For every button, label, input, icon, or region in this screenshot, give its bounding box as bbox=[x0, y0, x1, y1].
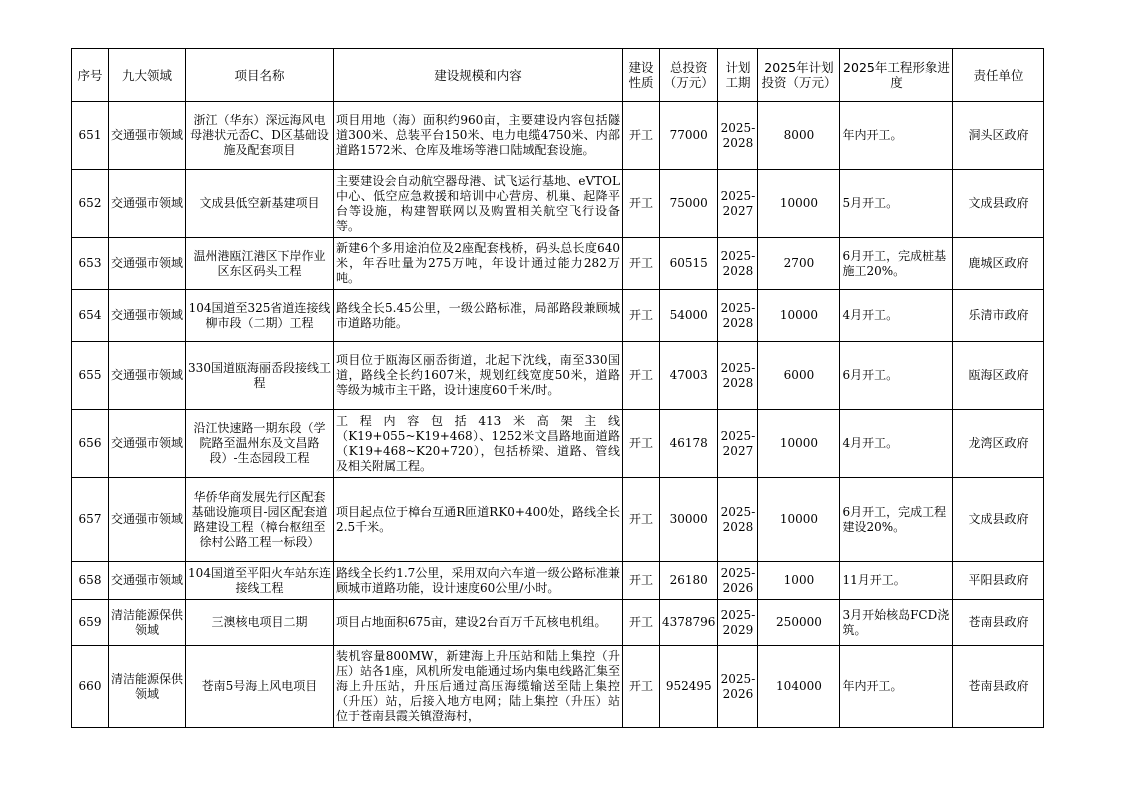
period-end: 2028 bbox=[722, 519, 754, 534]
table-row bbox=[72, 600, 1044, 646]
table-row bbox=[72, 342, 1044, 410]
row-unit: 苍南县政府 bbox=[953, 600, 1044, 646]
header-progress-2025: 2025年工程形象进度 bbox=[840, 49, 953, 102]
row-seq: 660 bbox=[72, 646, 109, 728]
row-progress-2025: 4月开工。 bbox=[840, 290, 953, 342]
row-name: 三澳核电项目二期 bbox=[186, 600, 334, 646]
row-name: 浙江（华东）深远海风电母港状元岙C、D区基础设施及配套项目 bbox=[186, 102, 334, 170]
header-period: 计划工期 bbox=[718, 49, 758, 102]
row-scope: 项目占地面积675亩，建设2台百万千瓦核电机组。 bbox=[334, 600, 623, 646]
row-scope: 项目位于瓯海区丽岙街道，北起下沈线，南至330国道，路线全长约1607米，规划红线宽度50米，道路等级为城市主干路，设计速度60千米/时。 bbox=[334, 342, 623, 410]
period-end: 2028 bbox=[722, 135, 754, 150]
row-unit: 龙湾区政府 bbox=[953, 410, 1044, 478]
period-end: 2027 bbox=[722, 443, 754, 458]
row-nature: 开工 bbox=[623, 342, 660, 410]
row-total-investment: 952495 bbox=[660, 646, 718, 728]
row-name: 温州港瓯江港区下岸作业区东区码头工程 bbox=[186, 238, 334, 290]
row-total-investment: 60515 bbox=[660, 238, 718, 290]
row-scope: 路线全长约1.7公里，采用双向六车道一级公路标准兼顾城市道路功能，设计速度60公里/小时。 bbox=[334, 562, 623, 600]
header-seq: 序号 bbox=[72, 49, 109, 102]
table-row bbox=[72, 478, 1044, 562]
table-row bbox=[72, 410, 1044, 478]
row-domain: 交通强市领域 bbox=[109, 102, 186, 170]
row-period bbox=[718, 410, 758, 478]
period-start: 2025- bbox=[720, 300, 756, 315]
row-period bbox=[718, 646, 758, 728]
row-domain: 交通强市领域 bbox=[109, 290, 186, 342]
row-nature: 开工 bbox=[623, 410, 660, 478]
row-nature: 开工 bbox=[623, 290, 660, 342]
row-scope: 装机容量800MW，新建海上升压站和陆上集控（升压）站各1座，风机所发电能通过场内集电线路汇集至海上升压站，升压后通过高压海缆输送至陆上集控（升压）站，后接入地方电网；陆上集控（升压）站位于苍南县霞关镇澄海村， bbox=[334, 646, 623, 728]
row-period bbox=[718, 170, 758, 238]
row-unit: 洞头区政府 bbox=[953, 102, 1044, 170]
row-seq: 659 bbox=[72, 600, 109, 646]
header-plan-2025: 2025年计划投资（万元） bbox=[758, 49, 840, 102]
row-seq: 651 bbox=[72, 102, 109, 170]
period-end: 2028 bbox=[722, 375, 754, 390]
period-end: 2026 bbox=[722, 580, 754, 595]
period-end: 2026 bbox=[722, 686, 754, 701]
period-start: 2025- bbox=[720, 248, 756, 263]
row-progress-2025: 6月开工，完成工程建设20%。 bbox=[840, 478, 953, 562]
header-domain: 九大领域 bbox=[109, 49, 186, 102]
row-total-investment: 54000 bbox=[660, 290, 718, 342]
row-total-investment: 47003 bbox=[660, 342, 718, 410]
row-unit: 瓯海区政府 bbox=[953, 342, 1044, 410]
row-plan-2025: 1000 bbox=[758, 562, 840, 600]
row-name: 沿江快速路一期东段（学院路至温州东及文昌路段）-生态园段工程 bbox=[186, 410, 334, 478]
row-plan-2025: 104000 bbox=[758, 646, 840, 728]
row-name: 104国道至平阳火车站东连接线工程 bbox=[186, 562, 334, 600]
row-period bbox=[718, 342, 758, 410]
period-start: 2025- bbox=[720, 188, 756, 203]
period-end: 2028 bbox=[722, 315, 754, 330]
period-start: 2025- bbox=[720, 565, 756, 580]
row-progress-2025: 年内开工。 bbox=[840, 102, 953, 170]
row-plan-2025: 10000 bbox=[758, 410, 840, 478]
row-scope: 项目用地（海）面积约960亩，主要建设内容包括隧道300米、总装平台150米、电力电缆4750米、内部道路1572米、仓库及堆场等港口陆域配套设施。 bbox=[334, 102, 623, 170]
row-plan-2025: 6000 bbox=[758, 342, 840, 410]
row-seq: 652 bbox=[72, 170, 109, 238]
row-domain: 交通强市领域 bbox=[109, 478, 186, 562]
row-name: 104国道至325省道连接线柳市段（二期）工程 bbox=[186, 290, 334, 342]
row-period bbox=[718, 478, 758, 562]
row-progress-2025: 6月开工。 bbox=[840, 342, 953, 410]
table-row bbox=[72, 170, 1044, 238]
row-nature: 开工 bbox=[623, 562, 660, 600]
row-domain: 清洁能源保供领域 bbox=[109, 600, 186, 646]
row-unit: 文成县政府 bbox=[953, 478, 1044, 562]
row-unit: 文成县政府 bbox=[953, 170, 1044, 238]
row-total-investment: 75000 bbox=[660, 170, 718, 238]
row-plan-2025: 8000 bbox=[758, 102, 840, 170]
row-progress-2025: 3月开始核岛FCD浇筑。 bbox=[840, 600, 953, 646]
row-domain: 交通强市领域 bbox=[109, 410, 186, 478]
row-total-investment: 77000 bbox=[660, 102, 718, 170]
row-domain: 清洁能源保供领域 bbox=[109, 646, 186, 728]
row-unit: 乐清市政府 bbox=[953, 290, 1044, 342]
period-start: 2025- bbox=[720, 504, 756, 519]
period-start: 2025- bbox=[720, 428, 756, 443]
table-row bbox=[72, 562, 1044, 600]
row-total-investment: 46178 bbox=[660, 410, 718, 478]
row-period bbox=[718, 102, 758, 170]
period-end: 2028 bbox=[722, 263, 754, 278]
row-nature: 开工 bbox=[623, 170, 660, 238]
row-seq: 653 bbox=[72, 238, 109, 290]
period-end: 2029 bbox=[722, 622, 754, 637]
row-seq: 658 bbox=[72, 562, 109, 600]
row-period bbox=[718, 290, 758, 342]
row-scope: 项目起点位于樟台互通R匝道RK0+400处，路线全长2.5千米。 bbox=[334, 478, 623, 562]
period-start: 2025- bbox=[720, 671, 756, 686]
row-seq: 656 bbox=[72, 410, 109, 478]
row-plan-2025: 10000 bbox=[758, 170, 840, 238]
row-name: 苍南5号海上风电项目 bbox=[186, 646, 334, 728]
table-row bbox=[72, 238, 1044, 290]
row-scope: 主要建设会自动航空器母港、试飞运行基地、eVTOL中心、低空应急救援和培训中心营房、机巢、起降平台等设施，构建智联网以及购置相关航空飞行设备等。 bbox=[334, 170, 623, 238]
period-start: 2025- bbox=[720, 360, 756, 375]
row-domain: 交通强市领域 bbox=[109, 238, 186, 290]
row-nature: 开工 bbox=[623, 238, 660, 290]
period-start: 2025- bbox=[720, 607, 756, 622]
header-name: 项目名称 bbox=[186, 49, 334, 102]
row-period bbox=[718, 600, 758, 646]
header-scope: 建设规模和内容 bbox=[334, 49, 623, 102]
row-nature: 开工 bbox=[623, 600, 660, 646]
row-progress-2025: 6月开工，完成桩基施工20%。 bbox=[840, 238, 953, 290]
row-domain: 交通强市领域 bbox=[109, 342, 186, 410]
row-total-investment: 26180 bbox=[660, 562, 718, 600]
table-row bbox=[72, 102, 1044, 170]
row-name: 文成县低空新基建项目 bbox=[186, 170, 334, 238]
table-row bbox=[72, 646, 1044, 728]
row-nature: 开工 bbox=[623, 646, 660, 728]
row-period bbox=[718, 238, 758, 290]
row-progress-2025: 年内开工。 bbox=[840, 646, 953, 728]
row-plan-2025: 2700 bbox=[758, 238, 840, 290]
header-row bbox=[72, 49, 1044, 102]
row-scope: 路线全长5.45公里，一级公路标准，局部路段兼顾城市道路功能。 bbox=[334, 290, 623, 342]
row-domain: 交通强市领域 bbox=[109, 170, 186, 238]
row-nature: 开工 bbox=[623, 478, 660, 562]
table-body bbox=[72, 102, 1044, 728]
row-unit: 鹿城区政府 bbox=[953, 238, 1044, 290]
row-plan-2025: 10000 bbox=[758, 478, 840, 562]
project-table bbox=[71, 48, 1044, 728]
table-row bbox=[72, 290, 1044, 342]
row-plan-2025: 10000 bbox=[758, 290, 840, 342]
header-unit: 责任单位 bbox=[953, 49, 1044, 102]
period-end: 2027 bbox=[722, 203, 754, 218]
row-total-investment: 4378796 bbox=[660, 600, 718, 646]
period-start: 2025- bbox=[720, 120, 756, 135]
row-progress-2025: 4月开工。 bbox=[840, 410, 953, 478]
row-seq: 655 bbox=[72, 342, 109, 410]
row-plan-2025: 250000 bbox=[758, 600, 840, 646]
row-name: 330国道瓯海丽岙段接线工程 bbox=[186, 342, 334, 410]
row-progress-2025: 11月开工。 bbox=[840, 562, 953, 600]
row-period bbox=[718, 562, 758, 600]
row-progress-2025: 5月开工。 bbox=[840, 170, 953, 238]
row-total-investment: 30000 bbox=[660, 478, 718, 562]
row-name: 华侨华商发展先行区配套基础设施项目-园区配套道路建设工程（樟台枢纽至徐村公路工程一标段） bbox=[186, 478, 334, 562]
row-seq: 657 bbox=[72, 478, 109, 562]
row-domain: 交通强市领域 bbox=[109, 562, 186, 600]
row-unit: 苍南县政府 bbox=[953, 646, 1044, 728]
header-nature: 建设性质 bbox=[623, 49, 660, 102]
header-total-investment: 总投资（万元） bbox=[660, 49, 718, 102]
row-seq: 654 bbox=[72, 290, 109, 342]
row-unit: 平阳县政府 bbox=[953, 562, 1044, 600]
row-scope: 工程内容包括413米高架主线（K19+055~K19+468）、1252米文昌路地面道路（K19+468~K20+720），包括桥梁、道路、管线及相关附属工程。 bbox=[334, 410, 623, 478]
row-nature: 开工 bbox=[623, 102, 660, 170]
row-scope: 新建6个多用途泊位及2座配套栈桥，码头总长度640米，年吞吐量为275万吨，年设计通过能力282万吨。 bbox=[334, 238, 623, 290]
